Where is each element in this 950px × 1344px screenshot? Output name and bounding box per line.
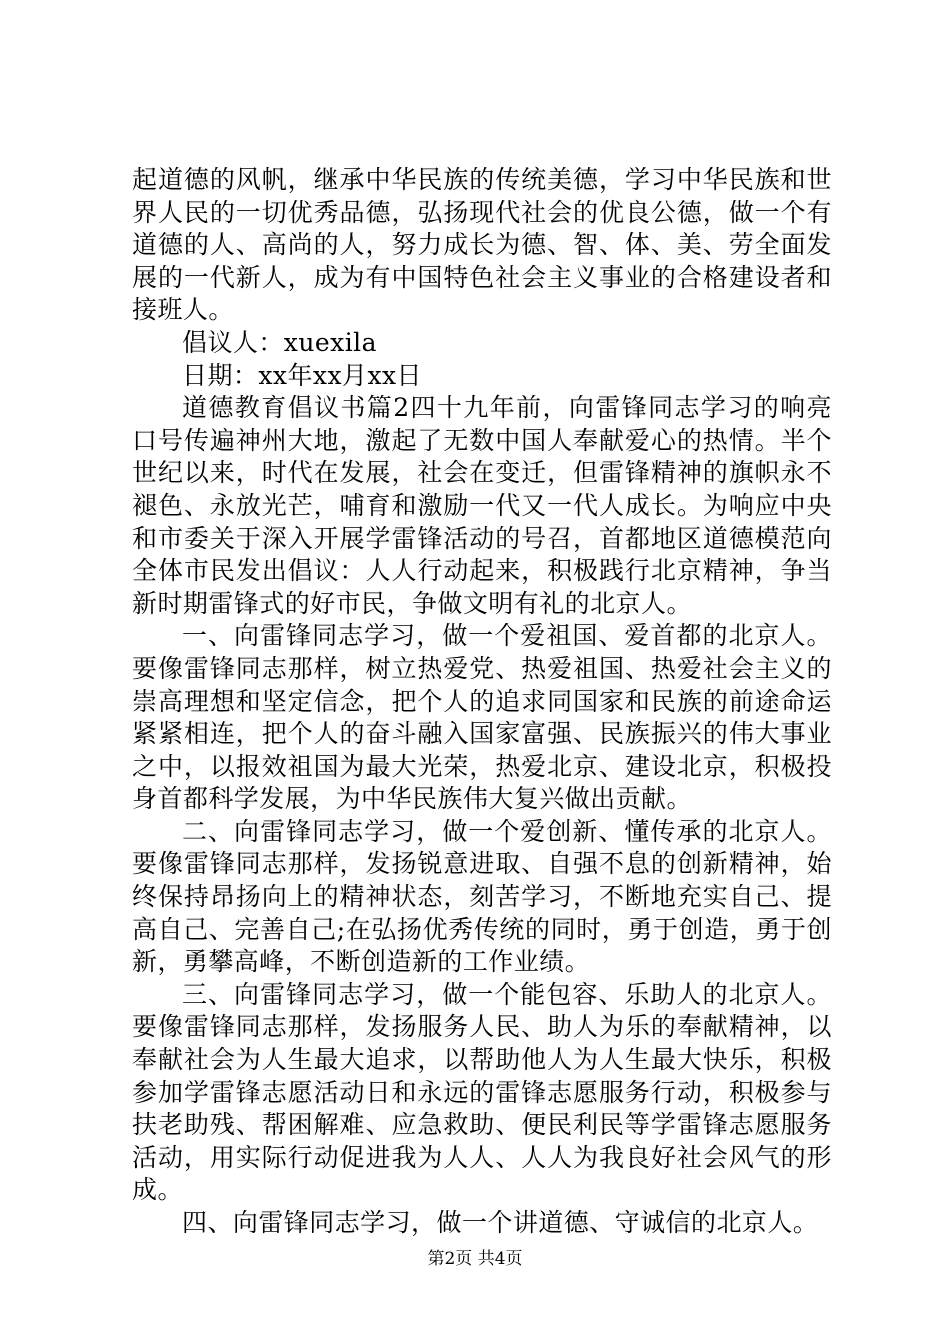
paragraph-point-four: 四、向雷锋同志学习，做一个讲道德、守诚信的北京人。 bbox=[182, 1208, 819, 1237]
page-number-label: 第2页 共4页 bbox=[427, 1249, 523, 1269]
paragraph-point-one: 一、向雷锋同志学习，做一个爱祖国、爱首都的北京人。要像雷锋同志那样，树立热爱党、热爱祖国、热爱社会主义的崇高理想和坚定信念，把个人的追求同国家和民族的前途命运紧紧相连，把个人的奋斗融入国家富强、民族振兴的伟大事业之中，以报效祖国为最大光荣，热爱北京、建设北京，积极投身首都科学发展，为中华民族伟大复兴做出贡献。 bbox=[132, 621, 832, 814]
paragraph-point-two: 二、向雷锋同志学习，做一个爱创新、懂传承的北京人。要像雷锋同志那样，发扬锐意进取、自强不息的创新精神，始终保持昂扬向上的精神状态，刻苦学习，不断地充实自己、提高自己、完善自己;在弘扬优秀传统的同时，勇于创造，勇于创新，勇攀高峰，不断创造新的工作业绩。 bbox=[132, 816, 832, 977]
paragraph-continued-ideals: 起道德的风帆，继承中华民族的传统美德，学习中华民族和世界人民的一切优秀品德，弘扬现代社会的优良公德，做一个有道德的人、高尚的人，努力成长为德、智、体、美、劳全面发展的一代新人，成为有中国特色社会主义事业的合格建设者和接班人。 bbox=[132, 165, 832, 325]
paragraph-date: 日期：xx年xx月xx日 bbox=[182, 360, 422, 390]
paragraph-proposer: 倡议人：xuexila bbox=[182, 327, 377, 357]
paragraph-point-three: 三、向雷锋同志学习，做一个能包容、乐助人的北京人。要像雷锋同志那样，发扬服务人民、助人为乐的奉献精神，以奉献社会为人生最大追求，以帮助他人为人生最大快乐，积极参加学雷锋志愿活动日和永远的雷锋志愿服务行动，积极参与扶老助残、帮困解难、应急救助、便民利民等学雷锋志愿服务活动，用实际行动促进我为人人、人人为我良好社会风气的形成。 bbox=[132, 979, 832, 1205]
paragraph-proposal-2-intro: 道德教育倡议书篇2四十九年前，向雷锋同志学习的响亮口号传遍神州大地，激起了无数中国人奉献爱心的热情。半个世纪以来，时代在发展，社会在变迁，但雷锋精神的旗帜永不褪色、永放光芒，哺育和激励一代又一代人成长。为响应中央和市委关于深入开展学雷锋活动的号召，首都地区道德模范向全体市民发出倡议：人人行动起来，积极践行北京精神，争当新时期雷锋式的好市民，争做文明有礼的北京人。 bbox=[132, 393, 832, 618]
document-body bbox=[132, 164, 832, 1240]
page-footer bbox=[0, 1244, 950, 1269]
